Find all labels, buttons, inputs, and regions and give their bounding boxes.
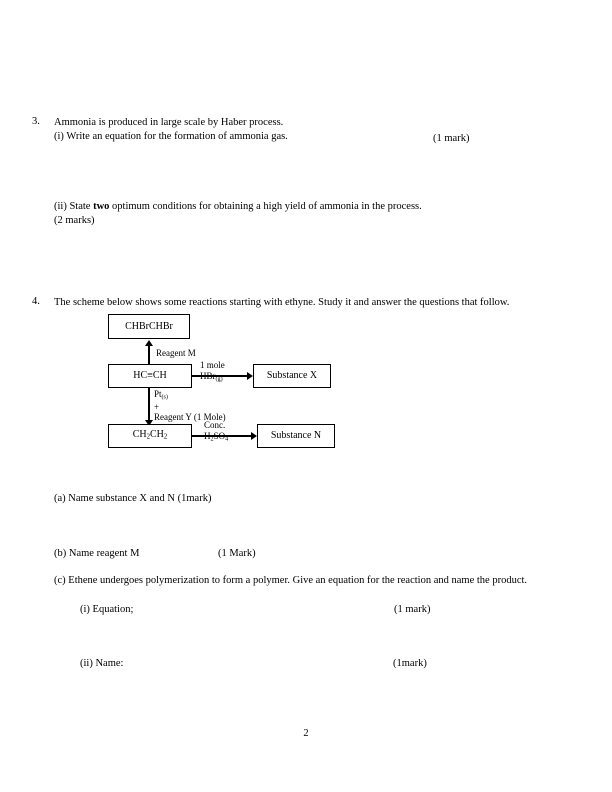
question-4-part-c-ii-marks: (1mark) [393, 658, 427, 669]
pt-symbol: Pt [154, 389, 162, 399]
question-3-stem: Ammonia is produced in large scale by Haber process. [54, 117, 284, 128]
question-4-part-c [54, 574, 580, 615]
question-3-part-i: (i) Write an equation for the formation of ammonia gas. [54, 130, 288, 142]
scheme-box-substance-x-label: Substance X [266, 370, 318, 381]
acid-h: H [204, 430, 211, 441]
ethene-sub1: 2 [146, 433, 150, 441]
question-4-part-b: (b) Name reagent M [54, 548, 140, 559]
hbr-state: (g) [215, 376, 223, 383]
question-4-part-c-i-marks: (1 mark) [394, 604, 431, 615]
scheme-label-catalyst [154, 389, 226, 423]
ethene-c1: CH [132, 429, 147, 441]
question-4 [32, 296, 588, 310]
scheme-label-hbr-line2 [200, 371, 225, 384]
scheme-box-ethene [108, 424, 192, 448]
question-3 [32, 116, 580, 144]
ethene-sub2: 2 [163, 433, 168, 441]
scheme-label-sulfuric-acid [204, 420, 228, 443]
question-3-number: 3. [32, 116, 40, 127]
scheme-label-conc: Conc. [204, 420, 226, 430]
scheme-box-substance-x [253, 364, 331, 388]
ethene-c2: CH [150, 429, 164, 441]
scheme-arrowhead-up [145, 340, 153, 346]
scheme-box-substance-n [257, 424, 335, 448]
reaction-scheme-diagram [100, 310, 350, 460]
scheme-connector-vertical-down [148, 388, 150, 424]
question-4-part-b-marks: (1 Mark) [218, 548, 256, 559]
scheme-label-hbr [200, 360, 225, 383]
scheme-label-plus: + [154, 401, 160, 412]
part-ii-prefix: (ii) State [54, 201, 94, 212]
scheme-label-h2so4 [204, 431, 228, 444]
page-number: 2 [303, 728, 309, 739]
question-3-part-i-marks: (1 mark) [433, 133, 470, 144]
scheme-label-reagent-y: Reagent Y (1 Mole) [154, 412, 226, 423]
scheme-label-pt [154, 389, 226, 402]
question-4-stem: The scheme below shows some reactions starting with ethyne. Study it and answer the questions that follow. [54, 297, 510, 308]
question-4-part-c-text: (c) Ethene undergoes polymerization to form a polymer. Give an equation for the reaction and name the product. [54, 575, 528, 586]
scheme-connector-vertical-up [148, 346, 150, 364]
part-ii-emphasis: two [93, 201, 110, 212]
scheme-box-chbrchbr-label: CHBrCHBr [125, 320, 173, 332]
pt-state: (s) [161, 394, 168, 401]
question-3-part-ii-marks: (2 marks) [54, 214, 95, 226]
acid-so: SO [213, 430, 226, 441]
question-3-part-ii [54, 200, 574, 228]
question-3-part-ii-text [54, 200, 574, 214]
scheme-box-ethyne [108, 364, 192, 388]
hbr-formula: HBr [200, 370, 216, 381]
acid-sub1: 2 [210, 436, 214, 443]
part-ii-suffix: optimum conditions for obtaining a high yield of ammonia in the process. [109, 201, 422, 212]
scheme-label-reagent-m: Reagent M [156, 348, 196, 358]
scheme-box-substance-n-label: Substance N [270, 430, 322, 441]
question-4-part-c-i: (i) Equation; [80, 604, 134, 615]
question-4-number: 4. [32, 296, 40, 307]
acid-sub2: 4 [225, 436, 229, 443]
question-4-part-c-ii: (ii) Name: [80, 658, 124, 669]
scheme-box-ethene-label [127, 430, 174, 441]
scheme-label-hbr-line1: 1 mole [200, 360, 225, 370]
scheme-box-ethyne-label: HC≡CH [133, 370, 167, 381]
question-4-part-a: (a) Name substance X and N (1mark) [54, 493, 212, 504]
scheme-box-chbrchbr [108, 314, 190, 339]
